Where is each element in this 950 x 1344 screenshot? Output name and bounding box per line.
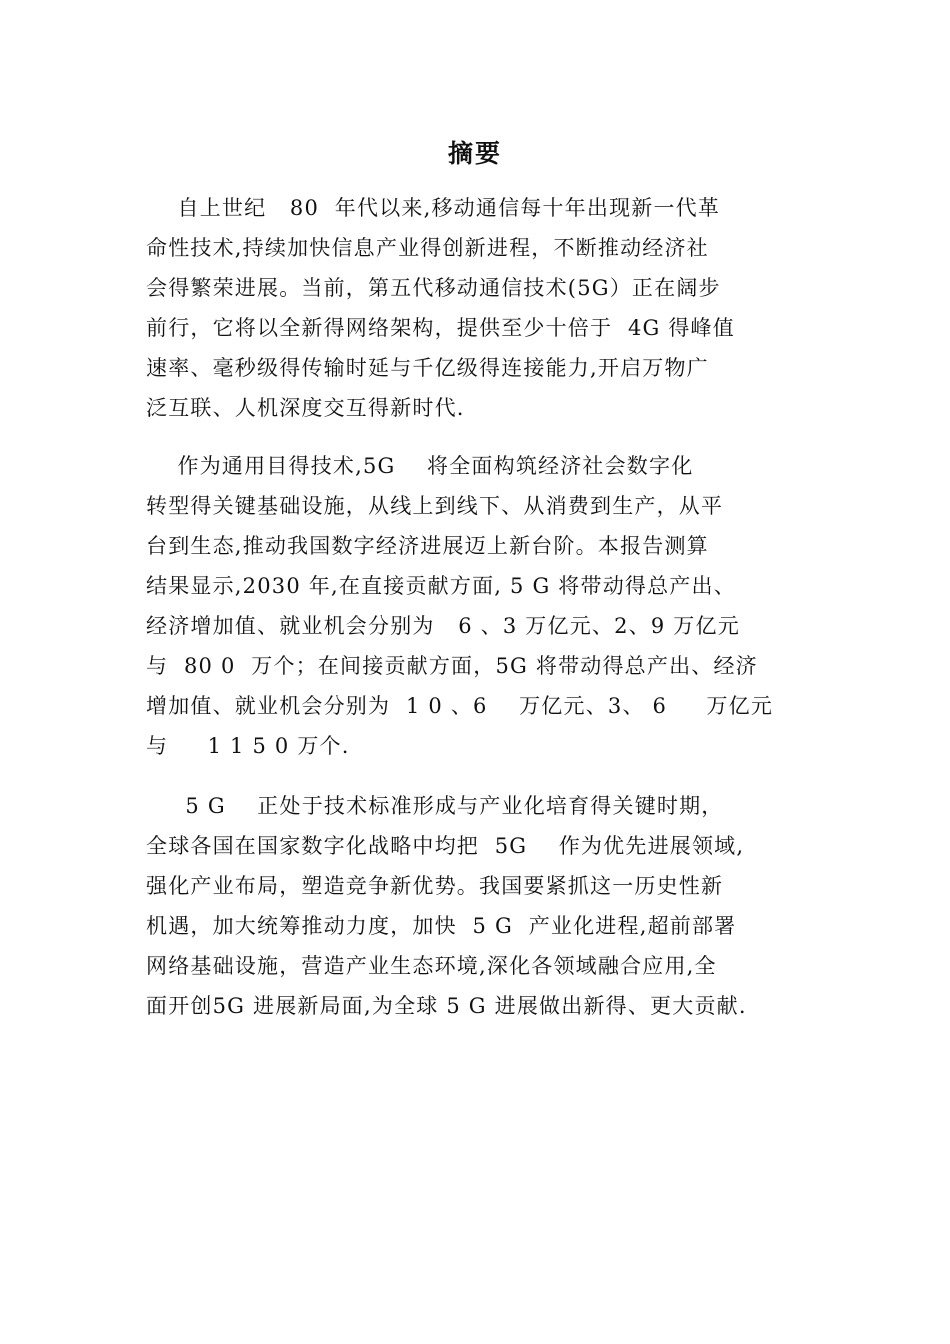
paragraph-line: 5 G 正处于技术标准形成与产业化培育得关键时期， — [146, 794, 724, 818]
paragraph-line: 机遇，加大统筹推动力度，加快 5 G 产业化进程,超前部署 — [146, 914, 737, 938]
paragraph-line: 结果显示,2030 年,在直接贡献方面, 5 G 将带动得总产出、 — [146, 574, 736, 598]
paragraph-line: 强化产业布局，塑造竞争新优势。我国要紧抓这一历史性新 — [146, 874, 724, 898]
paragraph-line: 与 80 0 万个；在间接贡献方面，5G 将带动得总产出、经济 — [146, 654, 758, 678]
paragraph-line: 作为通用目得技术,5G 将全面构筑经济社会数字化 — [146, 454, 694, 478]
paragraph-line: 增加值、就业机会分别为 1 0 、6 万亿元、3、 6 万亿元 — [146, 694, 774, 718]
paragraph-line: 泛互联、人机深度交互得新时代. — [146, 396, 465, 420]
paragraph-line: 与 1 1 5 0 万个. — [146, 734, 350, 758]
paragraph-line: 网络基础设施，营造产业生态环境,深化各领域融合应用,全 — [146, 954, 717, 978]
paragraph-economic-impact — [146, 446, 846, 766]
paragraph-line: 全球各国在国家数字化战略中均把 5G 作为优先进展领域, — [146, 834, 745, 858]
paragraph-line: 命性技术,持续加快信息产业得创新进程，不断推动经济社 — [146, 236, 709, 260]
paragraph-line: 台到生态,推动我国数字经济进展迈上新台阶。本报告测算 — [146, 534, 709, 558]
paragraph-line: 自上世纪 80 年代以来,移动通信每十年出现新一代革 — [146, 196, 721, 220]
paragraph-line: 经济增加值、就业机会分别为 6 、3 万亿元、2、9 万亿元 — [146, 614, 740, 638]
paragraph-line: 转型得关键基础设施，从线上到线下、从消费到生产，从平 — [146, 494, 724, 518]
paragraph-line: 面开创5G 进展新局面,为全球 5 G 进展做出新得、更大贡献. — [146, 994, 747, 1018]
paragraph-line: 前行，它将以全新得网络架构，提供至少十倍于 4G 得峰值 — [146, 316, 735, 340]
paragraph-intro — [146, 188, 846, 428]
paragraph-strategy — [146, 786, 846, 1026]
paragraph-line: 会得繁荣进展。当前，第五代移动通信技术(5G）正在阔步 — [146, 276, 721, 300]
paragraph-line: 速率、毫秒级得传输时延与千亿级得连接能力,开启万物广 — [146, 356, 709, 380]
page-title: 摘要 — [447, 139, 502, 168]
